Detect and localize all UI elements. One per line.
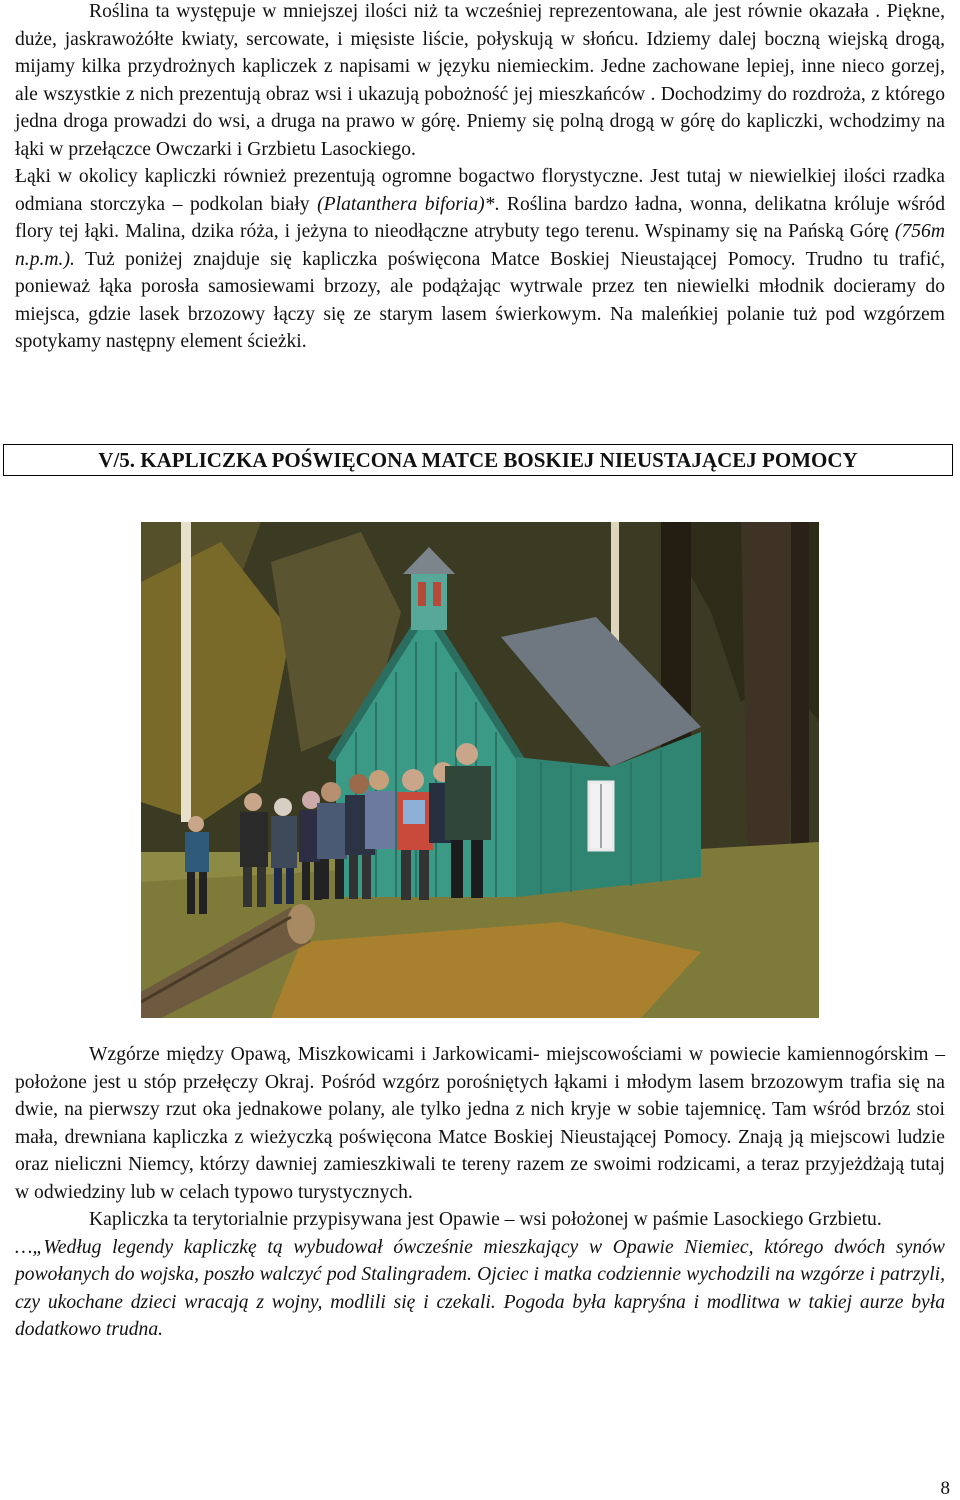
bottom-text-block — [15, 1041, 945, 1344]
section-heading: V/5. KAPLICZKA POŚWIĘCONA MATCE BOSKIEJ NIEUSTAJĄCEJ POMOCY — [3, 444, 953, 476]
paragraph: Kapliczka ta terytorialnie przypisywana jest Opawie – wsi położonej w paśmie Lasockiego Grzbietu. — [89, 1209, 882, 1230]
altitude: (756m n.p.m.). — [15, 221, 945, 270]
paragraph: Wzgórze między Opawą, Miszkowicami i Jarkowicami- miejscowościami w powiecie kamiennogórskim – położone jest u stóp przełęczy Okraj. Pośród wzgórz porośniętych łąkami i młodym lasem brzozowym trafia się na dwie, na pierwszy rzut oka jednakowe polany, ale tylko jedna z nich kryje w sobie tajemnicę. Tam wśród brzóz stoi mała, drewniana kapliczka z wieżyczką poświęcona Matce Boskiej Nieustającej Pomocy. Znają ją miejscowi ludzie oraz nieliczni Niemcy, którzy dawniej zamieszkiwali te tereny razem ze swoimi rodzicami, a teraz przyjeżdżają tutaj w odwiedziny lub w celach typowo turystycznych. — [15, 1044, 945, 1203]
paragraph: Roślina ta występuje w mniejszej ilości niż ta wcześniej reprezentowana, ale jest równie okazała . Piękne, duże, jaskrawożółte kwiaty, sercowate, i mięsiste liście, połyskują w słońcu. Idziemy dalej boczną wiejską drogą, mijamy kilka przydrożnych kapliczek z napisami w języku niemieckim. Jedne zachowane lepiej, inne nieco gorzej, ale wszystkie z nich prezentują obraz wsi i ukazują pobożność jej mieszkańców . Dochodzimy do rozdroża, z którego jedna droga prowadzi do wsi, a druga na prawo w górę. Pniemy się polną drogą w górę do kapliczki, wchodzimy na łąki w przełączce Owczarki i Grzbietu Lasockiego. — [15, 1, 945, 160]
text-run: Łąki w okolicy kapliczki również prezentują ogromne bogactwo florystyczne. Jest tutaj w niewielkiej ilości rzadka odmiana storczyka – podkolan biały — [15, 166, 945, 215]
latin-name: (Platanthera biforia)* — [317, 193, 495, 215]
legend-quote — [15, 1234, 945, 1344]
legend-quote-text: …„Według legendy kapliczkę tą wybudował ówcześnie mieszkający w Opawie Niemiec, którego dwóch synów powołanych do wojska, poszło walczyć pod Stalingradem. Ojciec i matka codziennie wychodzili na wzgórze i patrzyli, czy ukochane dzieci wracają z wojny, modlili się i czekali. Pogoda była kapryśna i modlitwa w takiej aurze była dodatkowo trudna. — [15, 1236, 945, 1340]
chapel-tower — [411, 572, 447, 630]
text-run: . Roślina bardzo ładna, wonna, delikatna króluje wśród flory tej łąki. Malina, dzika róża, i jeżyna to nieodłączne atrybuty tego terenu. Wspinamy się na Pańską Górę — [15, 193, 945, 242]
top-text-block — [15, 0, 945, 356]
page-number: 8 — [940, 1478, 950, 1499]
flora-paragraph — [15, 163, 945, 356]
text-run: Tuż poniżej znajduje się kapliczka poświęcona Matce Boskiej Nieustającej Pomocy. Trudno tu trafić, ponieważ łąka porosła samosiewami brzozy, ale podążając wytrwale przez ten niewielki młodnik docieramy do miejsca, gdzie lasek brzozowy łączy się ze starym lasem świerkowym. Na maleńkiej polanie tuż pod wzgórzem spotykamy następny element ścieżki. — [15, 248, 945, 352]
chapel-photo — [141, 522, 819, 1018]
